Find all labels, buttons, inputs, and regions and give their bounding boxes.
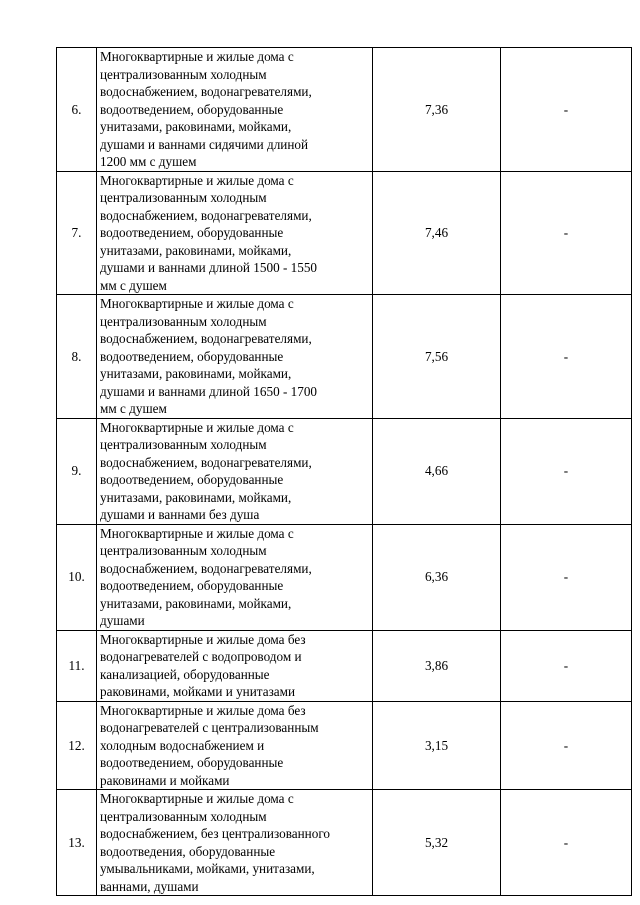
row-number: 11. bbox=[57, 630, 97, 701]
row-value: 4,66 bbox=[373, 418, 501, 524]
row-value: 7,36 bbox=[373, 48, 501, 172]
row-description-text: Многоквартирные и жилые дома с централизованным холодным водоснабжением, без централизованного водоотведения, оборудованные умывальниками, мойками, унитазами, ваннами, душами bbox=[100, 791, 330, 894]
table-row bbox=[57, 790, 632, 896]
row-extra: - bbox=[501, 48, 632, 172]
row-description-text: Многоквартирные и жилые дома без водонагревателей с водопроводом и канализацией, оборудованные раковинами, мойками и унитазами bbox=[100, 631, 306, 699]
row-number: 12. bbox=[57, 701, 97, 790]
row-description bbox=[97, 630, 373, 701]
row-extra: - bbox=[501, 630, 632, 701]
row-description bbox=[97, 171, 373, 295]
table-row bbox=[57, 630, 632, 701]
row-number: 6. bbox=[57, 48, 97, 172]
row-description-text: Многоквартирные и жилые дома без водонагревателей с централизованным холодным водоснабжением и водоотведением, оборудованные раковинами и мойками bbox=[100, 702, 319, 788]
row-extra: - bbox=[501, 790, 632, 896]
table-row bbox=[57, 48, 632, 172]
row-number: 7. bbox=[57, 171, 97, 295]
row-extra: - bbox=[501, 295, 632, 419]
table-row bbox=[57, 171, 632, 295]
row-value: 3,15 bbox=[373, 701, 501, 790]
row-extra: - bbox=[501, 701, 632, 790]
norms-table bbox=[56, 47, 632, 896]
table-row bbox=[57, 524, 632, 630]
row-description bbox=[97, 295, 373, 419]
row-value: 5,32 bbox=[373, 790, 501, 896]
row-extra: - bbox=[501, 418, 632, 524]
row-description-text: Многоквартирные и жилые дома с централизованным холодным водоснабжением, водонагревателями, водоотведением, оборудованные унитазами, раковинами, мойками, душами и ваннами сидячими длиной 1200 мм с душем bbox=[100, 49, 312, 169]
row-number: 8. bbox=[57, 295, 97, 419]
row-number: 9. bbox=[57, 418, 97, 524]
row-description bbox=[97, 418, 373, 524]
row-value: 7,46 bbox=[373, 171, 501, 295]
row-extra: - bbox=[501, 171, 632, 295]
row-value: 3,86 bbox=[373, 630, 501, 701]
row-value: 7,56 bbox=[373, 295, 501, 419]
row-number: 13. bbox=[57, 790, 97, 896]
row-number: 10. bbox=[57, 524, 97, 630]
row-description-text: Многоквартирные и жилые дома с централизованным холодным водоснабжением, водонагревателями, водоотведением, оборудованные унитазами, раковинами, мойками, душами bbox=[100, 525, 312, 628]
row-extra: - bbox=[501, 524, 632, 630]
row-description bbox=[97, 790, 373, 896]
table-row bbox=[57, 701, 632, 790]
row-description-text: Многоквартирные и жилые дома с централизованным холодным водоснабжением, водонагревателями, водоотведением, оборудованные унитазами, раковинами, мойками, душами и ваннами без душа bbox=[100, 419, 312, 522]
row-description bbox=[97, 701, 373, 790]
row-description-text: Многоквартирные и жилые дома с централизованным холодным водоснабжением, водонагревателями, водоотведением, оборудованные унитазами, раковинами, мойками, душами и ваннами длиной 1500 - 1550 мм с душем bbox=[100, 172, 318, 293]
row-description bbox=[97, 48, 373, 172]
row-description bbox=[97, 524, 373, 630]
row-description-text: Многоквартирные и жилые дома с централизованным холодным водоснабжением, водонагревателями, водоотведением, оборудованные унитазами, раковинами, мойками, душами и ваннами длиной 1650 - 1700 мм с душем bbox=[100, 296, 318, 416]
row-value: 6,36 bbox=[373, 524, 501, 630]
table-row bbox=[57, 295, 632, 419]
table-row bbox=[57, 418, 632, 524]
